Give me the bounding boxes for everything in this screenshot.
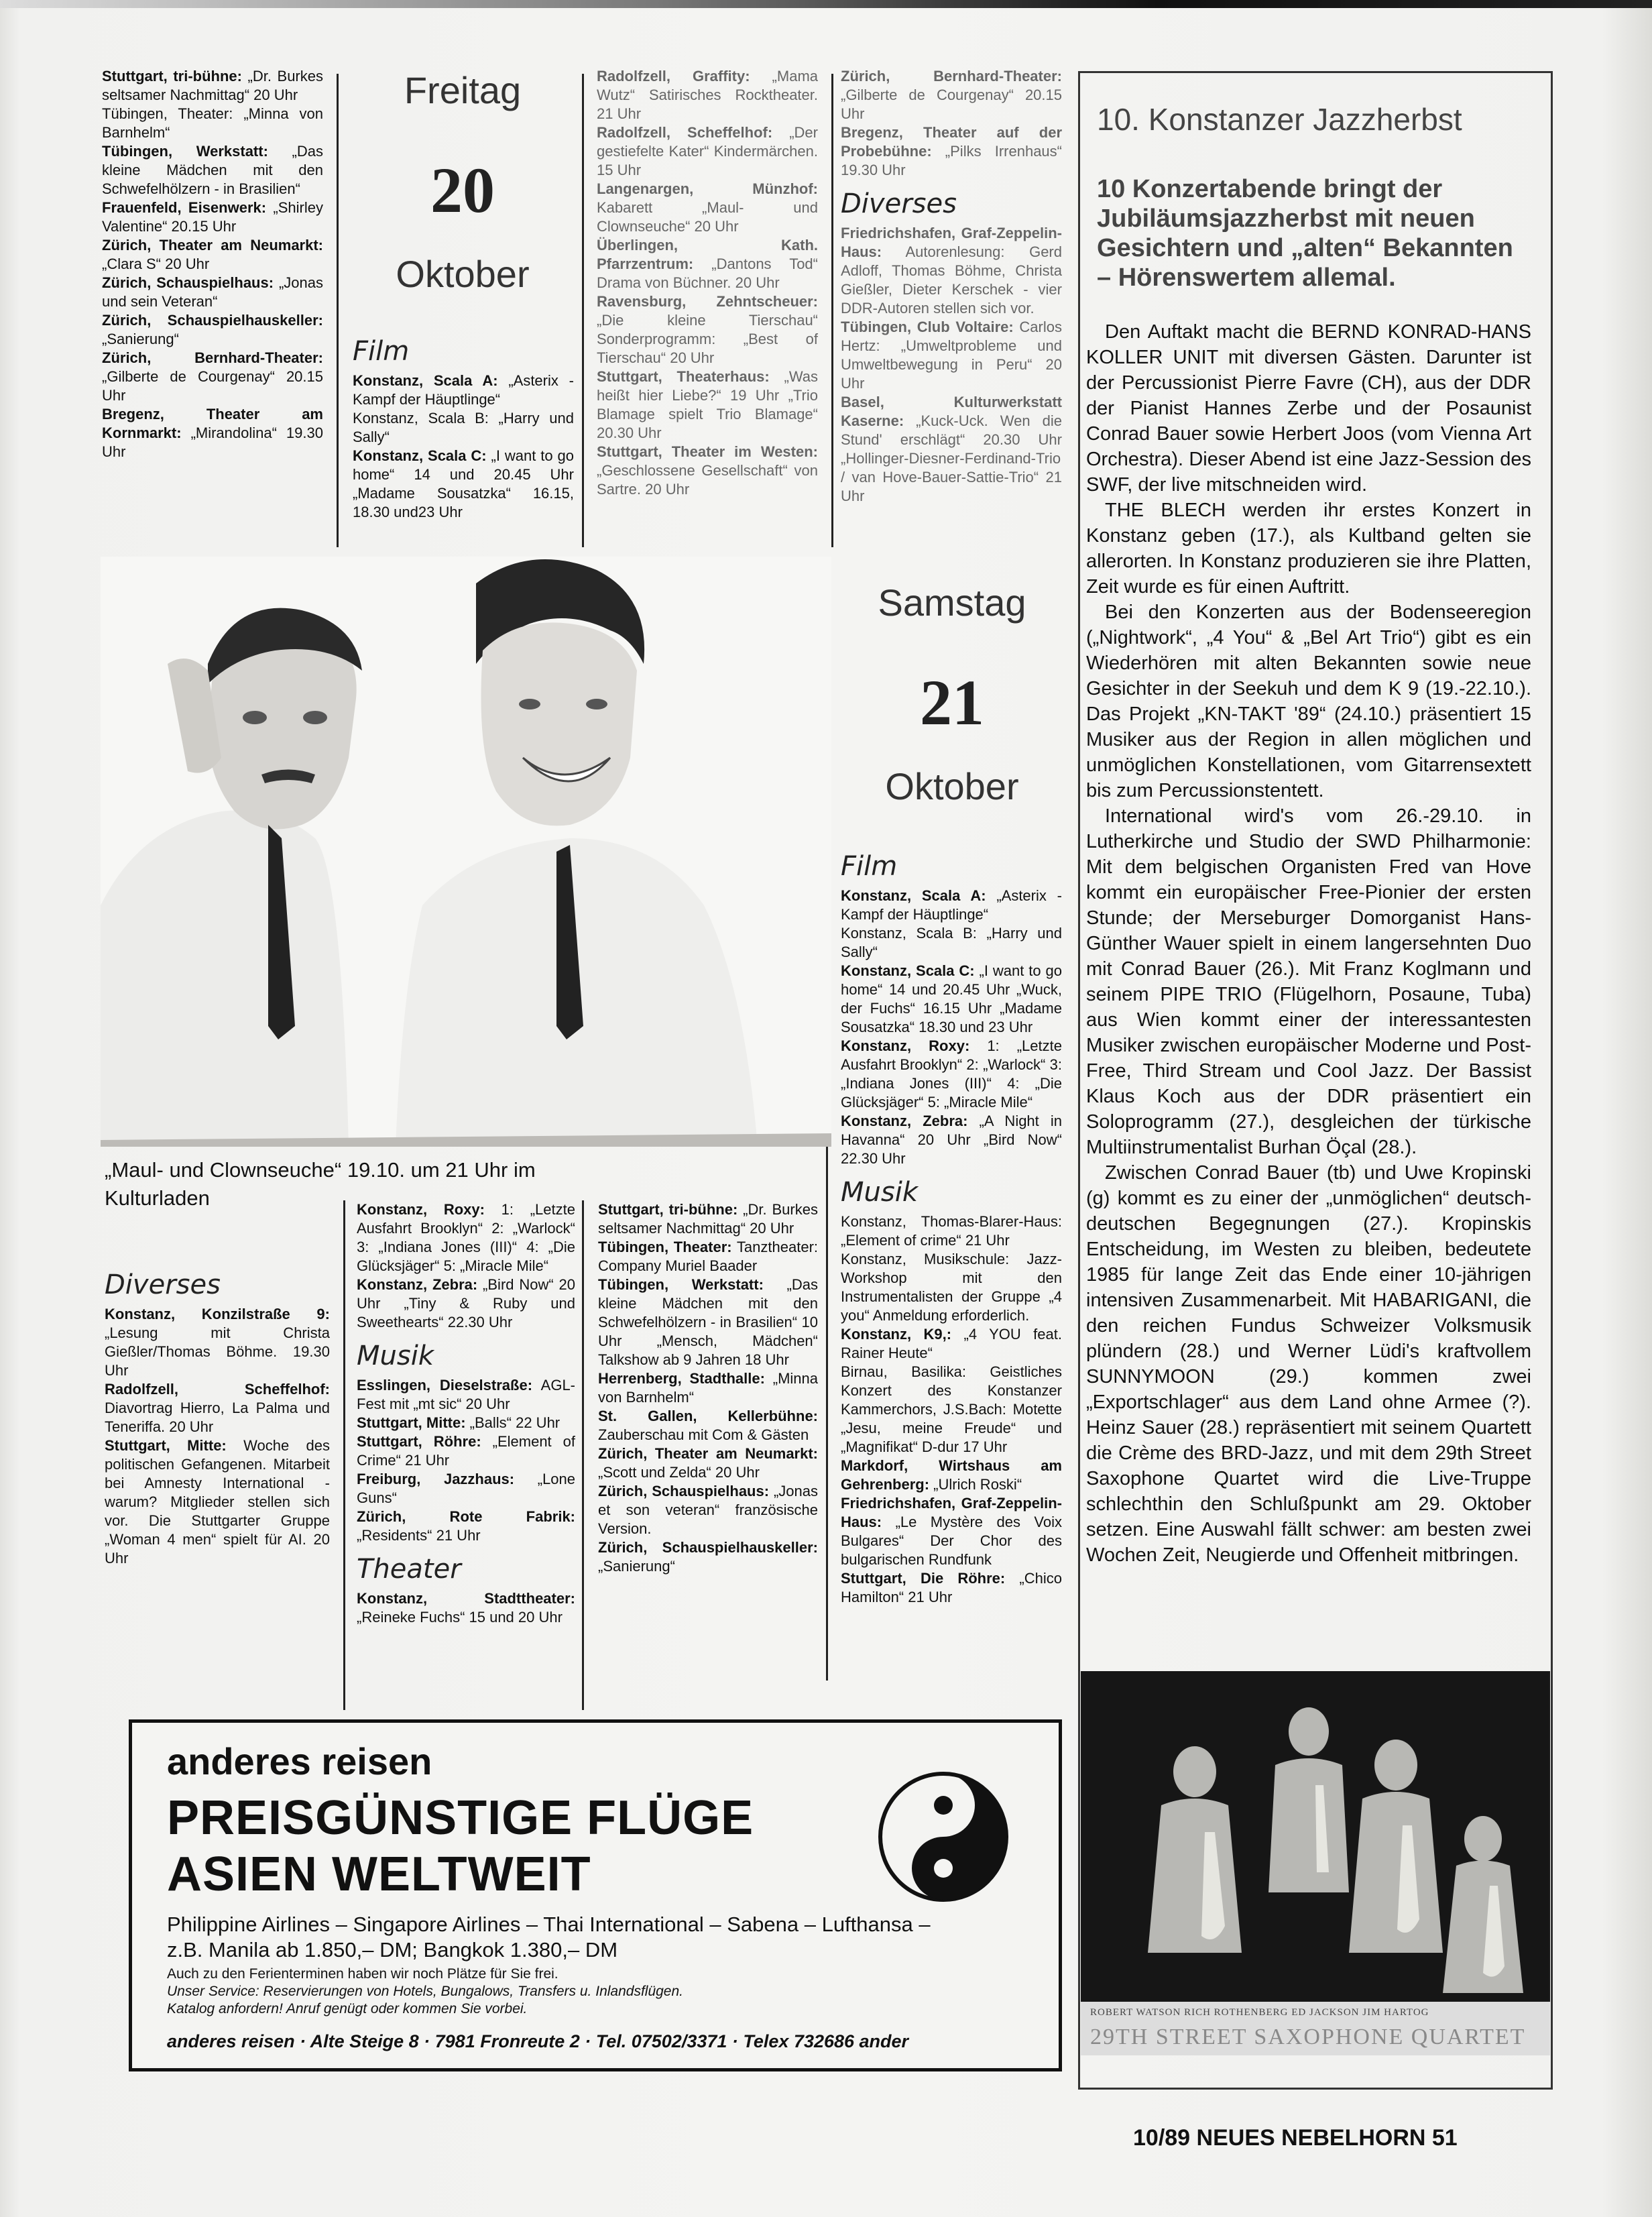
column-3-lower-listings bbox=[598, 1200, 818, 1576]
listing-entry bbox=[357, 1275, 575, 1332]
listing-detail: „Reineke Fuchs“ 15 und 20 Uhr bbox=[357, 1609, 563, 1626]
ad-prices: z.B. Manila ab 1.850,– DM; Bangkok 1.380,– DM bbox=[167, 1938, 618, 1962]
listing-venue: Esslingen, Dieselstraße: bbox=[357, 1377, 533, 1394]
listing-entry bbox=[357, 1508, 575, 1545]
listing-detail: „Balls“ 22 Uhr bbox=[465, 1414, 560, 1431]
listing-entry bbox=[102, 142, 323, 198]
listing-entry bbox=[597, 443, 818, 499]
listing-detail: AGL-Fest mit „mt sic“ 20 Uhr bbox=[357, 1377, 576, 1412]
listing-entry bbox=[597, 367, 818, 443]
listing-venue: Radolfzell, Scheffelhof: bbox=[105, 1381, 330, 1398]
listing-venue: Stuttgart, tri-bühne: bbox=[598, 1201, 738, 1218]
listing-venue: Tübingen, Theater: bbox=[598, 1239, 732, 1255]
article-paragraph: International wird's vom 26.-29.10. in Lutherkirche und Studio der SWD Philharmonie: Mit dem belgischen Organisten Fred van Hove kommt ein europäischer Free-Pionier der ersten Stunde; der Merseburger Domorganist Hans-Günther Wauer spielt in einem langersehnten Duo mit Conrad Bauer (26.). Mit Franz Koglmann und seinem PIPE TRIO (Flügelhorn, Posaune, Tuba) aus Wien kommt einer der interessantesten Musiker zwischen europäischer Moderne und Post-Free, Third Stream und Cool Jazz. Der Bassist Klaus Koch aus der DDR präsentiert ein Soloprogramm (27.), desgleichen der türkische Multiinstrumentalist Burhan Öçal (28.). bbox=[1086, 805, 1531, 1158]
listing-entry bbox=[841, 1212, 1062, 1250]
friday-dayname: Freitag bbox=[404, 69, 522, 111]
article-paragraph: THE BLECH werden ihr erstes Konzert in Konstanz geben (17.), als Kultband gelten sie allerorten. In Konstanz produzieren sie ihre Platten, Zeit wurde es für einen Auftritt. bbox=[1086, 500, 1531, 598]
listing-detail: „Jonas und sein Veteran“ bbox=[102, 274, 323, 310]
listing-venue: Konstanz, Konzilstraße 9: bbox=[105, 1306, 330, 1322]
listing-entry bbox=[598, 1482, 818, 1538]
listing-detail: „Element of Crime“ 21 Uhr bbox=[357, 1433, 575, 1469]
listing-entry bbox=[597, 236, 818, 292]
listing-venue: Konstanz, Stadttheater: bbox=[357, 1590, 575, 1607]
listing-detail: „Lesung mit Christa Gießler/Thomas Böhme. 19.30 Uhr bbox=[105, 1324, 330, 1379]
column-4-listings bbox=[841, 67, 1062, 506]
listing-venue: Langenargen, Münzhof: bbox=[597, 180, 818, 197]
listing-venue: Stuttgart, Die Röhre: bbox=[841, 1570, 1006, 1587]
friday-daynumber: 20 bbox=[430, 154, 495, 226]
listing-detail: Konstanz, Thomas-Blarer-Haus: „Element of crime“ 21 Uhr bbox=[841, 1213, 1062, 1249]
listing-entry bbox=[357, 1200, 575, 1275]
listing-detail: „Jonas et son veteran“ französische Version. bbox=[598, 1483, 818, 1537]
listing-entry bbox=[598, 1200, 818, 1238]
divider-6 bbox=[582, 1200, 584, 1710]
photo-credit-strip bbox=[1081, 2002, 1550, 2055]
listing-venue: Tübingen, Club Voltaire: bbox=[841, 319, 1014, 335]
ad-service: Unser Service: Reservierungen von Hotels, Bungalows, Transfers u. Inlandsflügen. bbox=[167, 1984, 683, 1999]
listing-detail: „Was heißt hier Liebe?“ 19 Uhr „Trio Blamage spielt Trio Blamage“ 20.30 Uhr bbox=[597, 368, 818, 441]
top-edge-band bbox=[0, 0, 1652, 8]
listing-entry bbox=[357, 1589, 575, 1627]
listing-entry bbox=[841, 224, 1062, 318]
listing-detail: „I want to go home“ 14 und 20.45 Uhr „Wuck, der Fuchs“ 16.15 Uhr „Madame Sousatzka“ 18.30 und 23 Uhr bbox=[841, 962, 1062, 1035]
listing-venue: Radolfzell, Graffity: bbox=[597, 68, 750, 84]
column-2-lower-listings bbox=[357, 1200, 575, 1627]
section-heading: Musik bbox=[357, 1341, 434, 1371]
listing-venue: Herrenberg, Stadthalle: bbox=[598, 1370, 765, 1387]
listing-detail: 1: „Letzte Ausfahrt Brooklyn“ 2: „Warlock“ 3: „Indiana Jones (III)“ 4: „Die Glücksjäger“ 5: „Miracle Mile“ bbox=[357, 1201, 575, 1274]
listing-detail: Birnau, Basilika: Geistliches Konzert des Konstanzer Kammerchors, J.S.Bach: Motette „Jesu, meine Freude“ und „Magnifikat“ D-dur 17 Uhr bbox=[841, 1363, 1062, 1455]
listing-detail: Woche des politischen Gefangenen. Mitarbeit bei Amnesty International - warum? Mitglieder stellen sich vor. Die Stuttgarter Gruppe „Woman 4 men“ spielt für AI. 20 Uhr bbox=[105, 1437, 330, 1567]
listing-venue: Stuttgart, Theaterhaus: bbox=[597, 368, 770, 385]
photo-credit-names: ROBERT WATSON RICH ROTHENBERG ED JACKSON JIM HARTOG bbox=[1090, 2007, 1429, 2018]
photo-caption: „Maul- und Clownseuche“ 19.10. um 21 Uhr im Kulturladen bbox=[105, 1158, 536, 1210]
listing-detail: „Le Mystère des Voix Bulgares“ Der Chor des bulgarischen Rundfunk bbox=[841, 1514, 1062, 1568]
listing-venue: Konstanz, Roxy: bbox=[357, 1201, 485, 1218]
listing-detail: Carlos Hertz: „Umweltprobleme und Umweltbewegung in Peru“ 20 Uhr bbox=[841, 319, 1062, 392]
saxophone-quartet-photo bbox=[1081, 1671, 1550, 2053]
listing-entry bbox=[841, 1494, 1062, 1569]
listing-venue: Zürich, Rote Fabrik: bbox=[357, 1508, 575, 1525]
section-heading: Theater bbox=[357, 1554, 461, 1585]
listing-entry bbox=[102, 105, 323, 142]
listing-detail: „Mirandolina“ 19.30 Uhr bbox=[102, 424, 323, 460]
listing-detail: „Lone Guns“ bbox=[357, 1471, 575, 1506]
listing-detail: „Kuck-Uck. Wen die Stund' erschlägt“ 20.30 Uhr „Hollinger-Diesner-Ferdinand-Trio / van Hove-Bauer-Sattie-Trio“ 21 Uhr bbox=[841, 412, 1062, 504]
listing-detail: „Scott und Zelda“ 20 Uhr bbox=[598, 1464, 760, 1481]
photo-two-men-illustration bbox=[101, 557, 831, 1147]
listing-venue: Markdorf, Wirtshaus am Gehrenberg: bbox=[841, 1457, 1062, 1493]
listing-entry bbox=[102, 274, 323, 311]
divider-2 bbox=[582, 74, 584, 547]
listing-entry bbox=[841, 1325, 1062, 1363]
listing-entry bbox=[841, 1037, 1062, 1112]
saxophone-quartet-illustration bbox=[1081, 1671, 1550, 2006]
listing-entry bbox=[597, 67, 818, 123]
saturday-listings bbox=[841, 842, 1062, 1607]
listing-detail: 1: „Letzte Ausfahrt Brooklyn“ 2: „Warlock“ 3: „Indiana Jones (III)“ 4: „Die Glücksjäger“ 5: „Miracle Mile“ bbox=[841, 1037, 1062, 1111]
listing-detail: „Asterix - Kampf der Häuptlinge“ bbox=[841, 887, 1062, 923]
ad-availability: Auch zu den Ferienterminen haben wir noch Plätze für Sie frei. bbox=[167, 1966, 558, 1982]
photo-two-men bbox=[101, 557, 831, 1147]
ad-headline-2: ASIEN WELTWEIT bbox=[167, 1848, 591, 1901]
listing-entry bbox=[841, 887, 1062, 924]
listing-entry bbox=[598, 1238, 818, 1275]
listing-venue: Konstanz, K9,: bbox=[841, 1326, 952, 1343]
listing-entry bbox=[102, 311, 323, 349]
listing-entry bbox=[598, 1407, 818, 1444]
listing-venue: Konstanz, Scala C: bbox=[353, 447, 487, 464]
listing-venue: St. Gallen, Kellerbühne: bbox=[598, 1408, 818, 1424]
listing-detail: „Der gestiefelte Kater“ Kindermärchen. 15 Uhr bbox=[597, 124, 818, 178]
listing-venue: Frauenfeld, Eisenwerk: bbox=[102, 199, 267, 216]
listing-detail: Konstanz, Scala B: „Harry und Sally“ bbox=[353, 410, 574, 445]
listing-detail: Autorenlesung: Gerd Adloff, Thomas Böhme, Christa Gießler, Dieter Kerschek - vier DDR-Autoren stellen sich vor. bbox=[841, 243, 1062, 317]
listing-venue: Tübingen, Werkstatt: bbox=[102, 143, 268, 160]
ad-catalog: Katalog anfordern! Anruf genügt oder kommen Sie vorbei. bbox=[167, 2001, 528, 2016]
listing-venue: Stuttgart, Mitte: bbox=[357, 1414, 466, 1431]
listing-entry bbox=[102, 198, 323, 236]
listing-entry bbox=[357, 1432, 575, 1470]
listing-detail: Tanztheater: Company Muriel Baader bbox=[598, 1239, 819, 1274]
listing-detail: „A Night in Havanna“ 20 Uhr „Bird Now“ 22.30 Uhr bbox=[841, 1113, 1062, 1167]
yin-yang-icon bbox=[876, 1770, 1010, 1904]
column-3-listings bbox=[597, 67, 818, 499]
listing-venue: Stuttgart, Röhre: bbox=[357, 1433, 481, 1450]
listing-entry bbox=[102, 67, 323, 105]
listing-venue: Zürich, Schauspielhaus: bbox=[598, 1483, 770, 1499]
listing-venue: Konstanz, Roxy: bbox=[841, 1037, 970, 1054]
friday-film-listings bbox=[353, 327, 574, 522]
listing-venue: Stuttgart, Theater im Westen: bbox=[597, 443, 818, 460]
listing-detail: Zauberschau mit Com & Gästen bbox=[598, 1426, 809, 1443]
listing-entry bbox=[841, 1363, 1062, 1457]
saturday-daynumber: 21 bbox=[920, 667, 984, 738]
listing-venue: Bregenz, Theater am Kornmarkt: bbox=[102, 406, 323, 441]
listing-venue: Friedrichshafen, Graf-Zeppelin-Haus: bbox=[841, 1495, 1062, 1530]
ad-airlines: Philippine Airlines – Singapore Airlines – Thai International – Sabena – Lufthansa – bbox=[167, 1913, 931, 1936]
listing-entry bbox=[597, 292, 818, 367]
listing-entry bbox=[357, 1414, 575, 1432]
jazzherbst-article bbox=[1086, 319, 1531, 1568]
listing-detail: „Sanierung“ bbox=[598, 1558, 675, 1575]
listing-detail: „Geschlossene Gesellschaft“ von Sartre. 20 Uhr bbox=[597, 462, 818, 498]
listing-venue: Ravensburg, Zehntscheuer: bbox=[597, 293, 818, 310]
photo-credit-band: 29TH STREET SAXOPHONE QUARTET bbox=[1090, 2025, 1526, 2049]
listing-detail: „Pilks Irrenhaus“ 19.30 Uhr bbox=[841, 143, 1062, 178]
listing-detail: „Chico Hamilton“ 21 Uhr bbox=[841, 1570, 1062, 1605]
listing-venue: Stuttgart, Mitte: bbox=[105, 1437, 227, 1454]
section-heading: Diverses bbox=[841, 188, 957, 219]
friday-month: Oktober bbox=[396, 253, 530, 295]
listing-entry bbox=[357, 1376, 575, 1414]
listing-entry bbox=[841, 393, 1062, 506]
listing-detail: „Clara S“ 20 Uhr bbox=[102, 255, 210, 272]
listing-venue: Zürich, Schauspielhaus: bbox=[102, 274, 274, 291]
article-paragraph: Zwischen Conrad Bauer (tb) und Uwe Kropinski (g) kommt es zu einer der „unmöglichen“ deutsch-deutschen Begegnungen (27.). Kropinskis Entscheidung, im Westen zu bleiben, bedeutete 1985 für lange Zeit das Ende einer 10-jährigen intensiven Zusammenarbeit. Mit HABARIGANI, die den reichen Fundus Schweizer Volksmusik plündern (28.) und Werner Lüdi's kraftvollem SUNNYMOON (29.) kommen zwei „Exportschlager“ aus dem Land ohne Armee (?). Heinz Sauer (28.) repräsentiert mit seinem Quartett die Crème des BRD-Jazz, und mit dem 29th Street Saxophone Quartet wird die Live-Truppe schlechthin den Schlußpunkt am 29. Oktober setzen. Eine Auswahl fällt schwer: am besten zwei Wochen Zeit, Neugierde und Offenheit mitbringen. bbox=[1086, 1162, 1531, 1566]
listing-venue: Konstanz, Scala A: bbox=[841, 887, 986, 904]
listing-entry bbox=[841, 962, 1062, 1037]
listing-entry bbox=[102, 349, 323, 405]
listing-detail: „Minna von Barnhelm“ bbox=[598, 1370, 819, 1406]
listing-detail: „Mama Wutz“ Satirisches Rocktheater. 21 Uhr bbox=[597, 68, 818, 122]
saturday-month: Oktober bbox=[885, 765, 1019, 807]
listing-venue: Friedrichshafen, Graf-Zeppelin-Haus: bbox=[841, 225, 1062, 260]
ad-address: anderes reisen · Alte Steige 8 · 7981 Fronreute 2 · Tel. 07502/3371 · Telex 732686 ander bbox=[167, 2031, 909, 2051]
listing-venue: Konstanz, Scala A: bbox=[353, 372, 498, 389]
listing-entry bbox=[841, 123, 1062, 180]
listing-entry bbox=[841, 67, 1062, 123]
section-heading: Film bbox=[353, 336, 410, 367]
listing-entry bbox=[597, 123, 818, 180]
ad-brand: anderes reisen bbox=[167, 1740, 432, 1782]
listing-entry bbox=[353, 409, 574, 447]
jazzherbst-subtitle: 10 Konzertabende bringt der Jubiläumsjazzherbst mit neuen Gesichtern und „alten“ Bekannten – Hörenswertem allemal. bbox=[1097, 175, 1513, 292]
listing-entry bbox=[598, 1369, 818, 1407]
listing-detail: „Das kleine Mädchen mit den Schwefelhölzern - in Brasilien“ bbox=[102, 143, 323, 197]
listing-venue: Konstanz, Scala C: bbox=[841, 962, 975, 979]
anderes-reisen-ad bbox=[129, 1719, 1062, 2071]
listing-detail: „Bird Now“ 20 Uhr „Tiny & Ruby und Sweethearts“ 22.30 Uhr bbox=[357, 1276, 575, 1330]
listing-entry bbox=[841, 1569, 1062, 1607]
listing-entry bbox=[841, 1457, 1062, 1494]
column-1-listings bbox=[102, 67, 323, 461]
section-heading: Musik bbox=[841, 1177, 918, 1208]
listing-entry bbox=[598, 1275, 818, 1369]
section-heading: Film bbox=[841, 851, 898, 882]
listing-entry bbox=[105, 1380, 330, 1436]
section-heading: Diverses bbox=[105, 1269, 221, 1300]
divider-5 bbox=[343, 1200, 345, 1710]
listing-entry bbox=[353, 372, 574, 409]
listing-detail: „Ulrich Roski“ bbox=[929, 1476, 1022, 1493]
listing-entry bbox=[102, 236, 323, 274]
listing-detail: „Die kleine Tierschau“ Sonderprogramm: „Best of Tierschau“ 20 Uhr bbox=[597, 312, 818, 366]
listing-venue: Zürich, Bernhard-Theater: bbox=[102, 349, 323, 366]
listing-entry bbox=[105, 1305, 330, 1380]
listing-entry bbox=[353, 447, 574, 522]
article-paragraph: Den Auftakt macht die BERND KONRAD-HANS KOLLER UNIT mit diversen Gästen. Darunter ist der Percussionist Pierre Favre (CH), aus der DDR der Pianist Hannes Zerbe und der Posaunist Conrad Bauer sowie Herbert Joos (vom Vienna Art Orchestra). Dieser Abend ist eine Jazz-Session des SWF, der live mitschneiden wird. bbox=[1086, 321, 1531, 496]
listing-entry bbox=[357, 1470, 575, 1508]
listing-entry bbox=[105, 1436, 330, 1568]
listing-detail: „Dr. Burkes seltsamer Nachmittag“ 20 Uhr bbox=[598, 1201, 818, 1237]
listing-venue: Radolfzell, Scheffelhof: bbox=[597, 124, 773, 141]
listing-venue: Basel, Kulturwerkstatt Kaserne: bbox=[841, 394, 1062, 429]
listing-detail: „Residents“ 21 Uhr bbox=[357, 1527, 481, 1544]
listing-detail: „Shirley Valentine“ 20.15 Uhr bbox=[102, 199, 323, 235]
divider-1 bbox=[337, 74, 339, 547]
listing-venue: Zürich, Bernhard-Theater: bbox=[841, 68, 1062, 84]
listing-venue: Zürich, Theater am Neumarkt: bbox=[598, 1445, 818, 1462]
listing-venue: Freiburg, Jazzhaus: bbox=[357, 1471, 515, 1487]
listing-entry bbox=[597, 180, 818, 236]
listing-detail: Diavortrag Hierro, La Palma und Teneriffa. 20 Uhr bbox=[105, 1400, 330, 1435]
listing-detail: „Gilberte de Courgenay“ 20.15 Uhr bbox=[841, 87, 1062, 122]
listing-detail: „Sanierung“ bbox=[102, 331, 179, 347]
article-paragraph: Bei den Konzerten aus der Bodenseeregion („Nightwork“, „4 You“ & „Bel Art Trio“) gibt es ein Wiederhören mit alten Bekannten sowie neue Gesichter in der Seekuh und dem K 9 (19.-22.10.). Das Projekt „KN-TAKT '89“ (24.10.) präsentiert 15 Musiker aus der Region in allen möglichen und unmöglichen Konstellationen, vom Gitarrensextett bis zum Percussionstentett. bbox=[1086, 602, 1531, 801]
jazzherbst-title: 10. Konstanzer Jazzherbst bbox=[1097, 102, 1462, 137]
listing-venue: Zürich, Theater am Neumarkt: bbox=[102, 237, 323, 253]
listing-detail: „Asterix - Kampf der Häuptlinge“ bbox=[353, 372, 574, 408]
listing-entry bbox=[841, 924, 1062, 962]
page-footer: 10/89 NEUES NEBELHORN 51 bbox=[1133, 2125, 1458, 2151]
saturday-dayname: Samstag bbox=[878, 581, 1026, 624]
column-1-lower-listings bbox=[105, 1261, 330, 1568]
listing-venue: Überlingen, Kath. Pfarrzentrum: bbox=[597, 237, 818, 272]
listing-venue: Stuttgart, tri-bühne: bbox=[102, 68, 242, 84]
listing-detail: „Gilberte de Courgenay“ 20.15 Uhr bbox=[102, 368, 323, 404]
listing-detail: „Das kleine Mädchen mit den Schwefelhölzern - in Brasilien“ 10 Uhr „Mensch, Mädchen“ Talkshow ab 9 Jahren 18 Uhr bbox=[598, 1276, 818, 1368]
listing-venue: Tübingen, Werkstatt: bbox=[598, 1276, 764, 1293]
listing-entry bbox=[841, 1250, 1062, 1325]
listing-venue: Bregenz, Theater auf der Probebühne: bbox=[841, 124, 1062, 160]
listing-detail: „4 YOU feat. Rainer Heute“ bbox=[841, 1326, 1062, 1361]
listing-venue: Zürich, Schauspielhauskeller: bbox=[102, 312, 323, 329]
listing-venue: Konstanz, Zebra: bbox=[841, 1113, 968, 1129]
listing-detail: Konstanz, Scala B: „Harry und Sally“ bbox=[841, 925, 1062, 960]
listing-detail: Konstanz, Musikschule: Jazz-Workshop mit den Instrumentalisten der Gruppe „4 you“ Anmeldung erforderlich. bbox=[841, 1251, 1062, 1324]
listing-detail: Tübingen, Theater: „Minna von Barnhelm“ bbox=[102, 105, 323, 141]
listing-entry bbox=[841, 318, 1062, 393]
listing-detail: Kabarett „Maul- und Clownseuche“ 20 Uhr bbox=[597, 199, 818, 235]
listing-entry bbox=[598, 1538, 818, 1576]
listing-detail: „Dantons Tod“ Drama von Büchner. 20 Uhr bbox=[597, 255, 818, 291]
listing-venue: Zürich, Schauspielhauskeller: bbox=[598, 1539, 818, 1556]
ad-headline: PREISGÜNSTIGE FLÜGE bbox=[167, 1791, 754, 1845]
listing-detail: „Dr. Burkes seltsamer Nachmittag“ 20 Uhr bbox=[102, 68, 323, 103]
listing-venue: Konstanz, Zebra: bbox=[357, 1276, 478, 1293]
divider-3 bbox=[831, 74, 833, 547]
listing-entry bbox=[598, 1444, 818, 1482]
listing-entry bbox=[841, 1112, 1062, 1168]
listing-detail: „I want to go home“ 14 und 20.45 Uhr „Madame Sousatzka“ 16.15, 18.30 und23 Uhr bbox=[353, 447, 574, 520]
listing-entry bbox=[102, 405, 323, 461]
